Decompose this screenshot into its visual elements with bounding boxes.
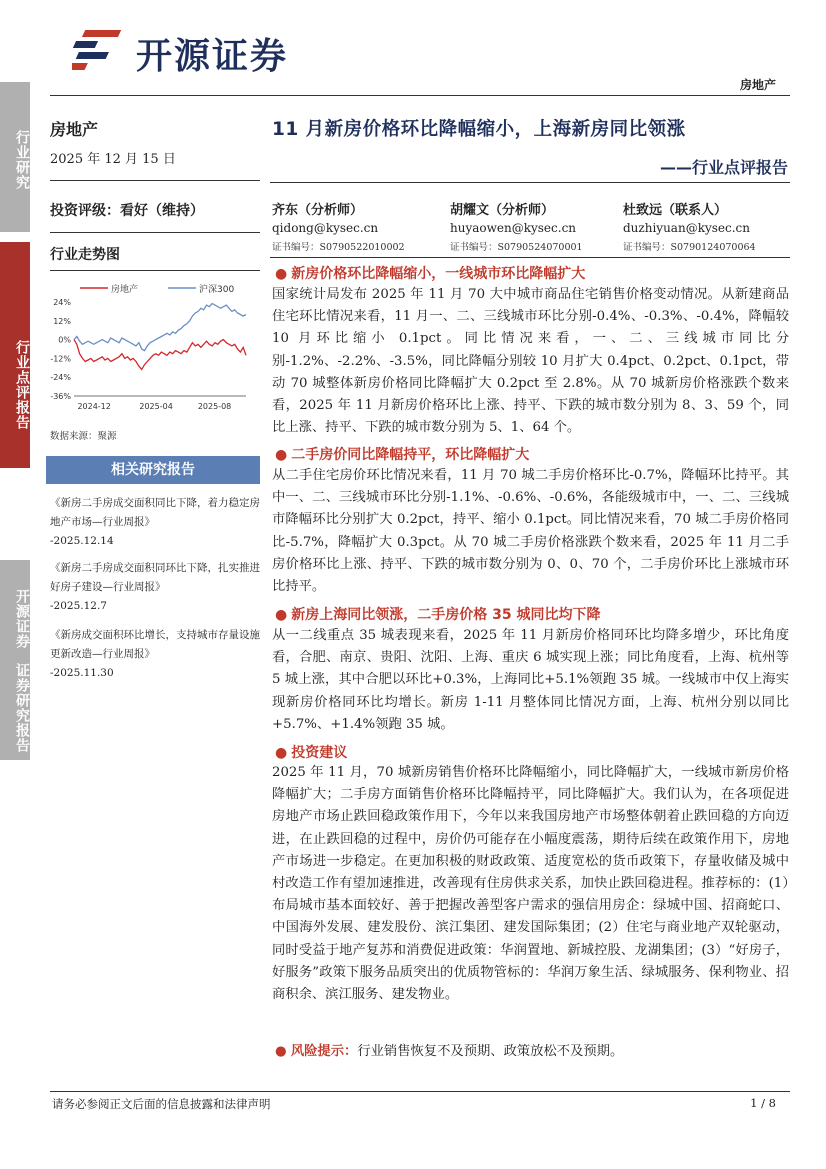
footer-disclaimer[interactable]: 请务必参阅正文后面的信息披露和法律声明	[52, 1097, 271, 1111]
risk-label: 风险提示：	[290, 1044, 358, 1059]
side-tab-kaiyuan: 开源证券	[0, 560, 30, 650]
report-date: 2025 年 12 月 15 日	[50, 152, 176, 167]
y-tick-label: -36%	[50, 392, 71, 401]
analyst-name-2: 胡耀文（分析师）	[450, 203, 555, 218]
side-tab-report-type: 行业点评报告	[0, 242, 30, 468]
title-rule	[270, 182, 790, 183]
header-rule	[50, 95, 790, 96]
analyst-email-2[interactable]: huyaowen@kysec.cn	[450, 221, 577, 235]
section-heading-3: ● 新房上海同比领涨，二手房价格 35 城同比均下降	[275, 607, 601, 623]
related-report-1[interactable]	[50, 494, 260, 551]
section-heading-1: ● 新房价格环比降幅缩小，一线城市环比降幅扩大	[275, 266, 586, 282]
bullet-icon: ●	[275, 1044, 287, 1059]
series-line-hs300	[74, 304, 246, 351]
analyst-email-3[interactable]: duzhiyuan@kysec.cn	[623, 221, 750, 235]
analyst-name-3: 杜致远（联系人）	[623, 203, 728, 218]
report-subtitle: ——行业点评报告	[659, 158, 788, 177]
section-body-3: 从一二线重点 35 城表现来看，2025 年 11 月新房价格同环比均降多增少，环比角度看，合肥、南京、贵阳、沈阳、上海、重庆 6 城实现上涨；同比角度看，上海、杭州等 5 城上涨，其中合肥以环比+0.3%，上海同比+5.1%领跑 35 城。一线城市中仅上海实现新房价格同环比均增长。新房 1-11 月整体同比情况方面，上海、杭州分别以同比+5.7%、+1.4%领跑 35 城。	[272, 628, 789, 732]
analyst-rule	[270, 257, 790, 258]
related-report-date: -2025.12.14	[50, 535, 114, 547]
side-tab-securities-research: 证券研究报告	[0, 650, 30, 760]
risk-note	[275, 1040, 623, 1059]
analyst-email-1[interactable]: qidong@kysec.cn	[272, 221, 379, 235]
related-report-title: 《新房成交面积环比增长，支持城市存量设施更新改造—行业周报》	[50, 629, 260, 660]
left-rule-1	[50, 180, 260, 181]
section-heading-2: ● 二手房价同比降幅持平，环比降幅扩大	[275, 447, 530, 463]
section-body-4: 2025 年 11 月，70 城新房销售价格环比降幅缩小，同比降幅扩大，一线城市新房价格降幅扩大；二手房方面销售价格环比降幅持平，同比降幅扩大。我们认为，在各项促进房地产市场止跌回稳政策作用下，今年以来我国房地产市场整体朝着止跌回稳的方向迈进，在止跌回稳的过程中，房价仍可能存在小幅度震荡，期待后续在政策作用下，房地产市场进一步稳定。在更加积极的财政政策、适度宽松的货币政策下，存量收储及城中村改造工作有望加速推进，改善现有住房供求关系，加快止跌回稳进程。推荐标的：(1）布局城市基本面较好、善于把握改善型客户需求的强信用房企：绿城中国、招商蛇口、中国海外发展、建发股份、滨江集团、建发国际集团；(2）住宅与商业地产双轮驱动，同时受益于地产复苏和消费促进政策：华润置地、新城控股、龙湖集团；(3）“好房子，好服务”政策下服务品质突出的优质物管标的：华润万象生活、绿城服务、保利物业、招商积余、滨江服务、建发物业。	[272, 765, 789, 1003]
analyst-cert-2: 证书编号：S0790524070001	[450, 242, 583, 253]
bullet-icon: ●	[275, 266, 288, 282]
related-report-3[interactable]	[50, 626, 260, 683]
page-number: 1 / 8	[750, 1096, 776, 1110]
legend-label-hs300: 沪深300	[199, 285, 235, 295]
related-report-title: 《新房二手房成交面积同比下降，着力稳定房地产市场—行业周报》	[50, 497, 260, 528]
related-report-2[interactable]	[50, 559, 260, 616]
logo	[72, 24, 322, 76]
report-title: 11 月新房价格环比降幅缩小，上海新房同比领涨	[272, 119, 686, 140]
bullet-icon: ●	[275, 745, 288, 761]
y-tick-label: 24%	[53, 298, 71, 307]
y-tick-label: 12%	[53, 316, 71, 326]
side-tab-industry-research: 行业研究	[0, 82, 30, 232]
related-report-title: 《新房二手房成交面积同环比下降，扎实推进好房子建设—行业周报》	[50, 562, 260, 593]
trend-title: 行业走势图	[50, 247, 120, 263]
legend-label-estate: 房地产	[111, 285, 139, 295]
analyst-name-1: 齐东（分析师）	[272, 203, 364, 218]
x-tick-label: 2025-08	[197, 402, 232, 411]
analyst-cert-1: 证书编号：S0790522010002	[272, 242, 405, 253]
related-reports-title: 相关研究报告	[111, 462, 195, 478]
related-report-date: -2025.11.30	[50, 667, 114, 679]
y-tick-label: -12%	[50, 354, 71, 364]
bullet-icon: ●	[275, 447, 288, 463]
x-tick-label: 2024-12	[77, 402, 111, 411]
top-right-sector: 房地产	[739, 78, 776, 92]
sector-label: 房地产	[50, 120, 99, 139]
y-tick-label: 0%	[58, 335, 71, 345]
section-body-2: 从二手住宅房价环比情况来看，11 月 70 城二手房价格环比-0.7%，降幅环比持平。其中一、二、三线城市环比分别-1.1%、-0.6%、-0.6%，各能级城市中，一、二、三线城市降幅环比分别扩大 0.2pct，持平、缩小 0.1pct。同比情况来看，70 城二手房价格同比-5.7%，降幅扩大 0.3pct。从 70 城二手房价格涨跌个数来看，2025 年 11 月二手房价格环比上涨、持平、下跌的城市数分别为 0、0、70 个，二手房价环比上涨城市环比持平。	[272, 468, 789, 595]
investment-rating: 投资评级：看好（维持）	[50, 203, 204, 219]
analyst-cert-3: 证书编号：S0790124070064	[623, 242, 756, 253]
series-line-estate	[74, 340, 246, 370]
bullet-icon: ●	[275, 607, 288, 623]
related-report-date: -2025.12.7	[50, 600, 107, 612]
left-rule-2	[50, 232, 260, 233]
logo-text: 开源证券	[136, 36, 289, 77]
left-rule-3	[50, 270, 260, 271]
section-heading-4: ● 投资建议	[275, 745, 348, 761]
trend-chart	[40, 276, 260, 426]
chart-source: 数据来源：聚源	[50, 431, 117, 442]
related-reports-header	[46, 456, 260, 484]
footer-rule	[50, 1091, 790, 1092]
section-body-1: 国家统计局发布 2025 年 11 月 70 大中城市商品住宅销售价格变动情况。从新建商品住宅环比情况来看，11 月一、二、三线城市环比分别-0.4%、-0.3%、-0.4%，降幅较 10 月环比缩小 0.1pct。同比情况来看，一、二、三线城市同比分别-1.2%、-2.2%、-3.5%，同比降幅分别较 10 月扩大 0.4pct、0.2pct、0.1pct，带动 70 城整体新房价格同比降幅扩大 0.2pct 至 2.8%。从 70 城新房价格涨跌个数来看，2025 年 11 月新房价格环比上涨、持平、下跌的城市数分别为 8、3、59 个，同比上涨、持平、下跌的城市数分别为 5、1、64 个。	[272, 287, 789, 436]
risk-text: 行业销售恢复不及预期、政策放松不及预期。	[357, 1044, 624, 1059]
x-tick-label: 2025-04	[139, 402, 173, 411]
y-tick-label: -24%	[50, 373, 71, 383]
logo-mark-icon	[72, 24, 130, 76]
